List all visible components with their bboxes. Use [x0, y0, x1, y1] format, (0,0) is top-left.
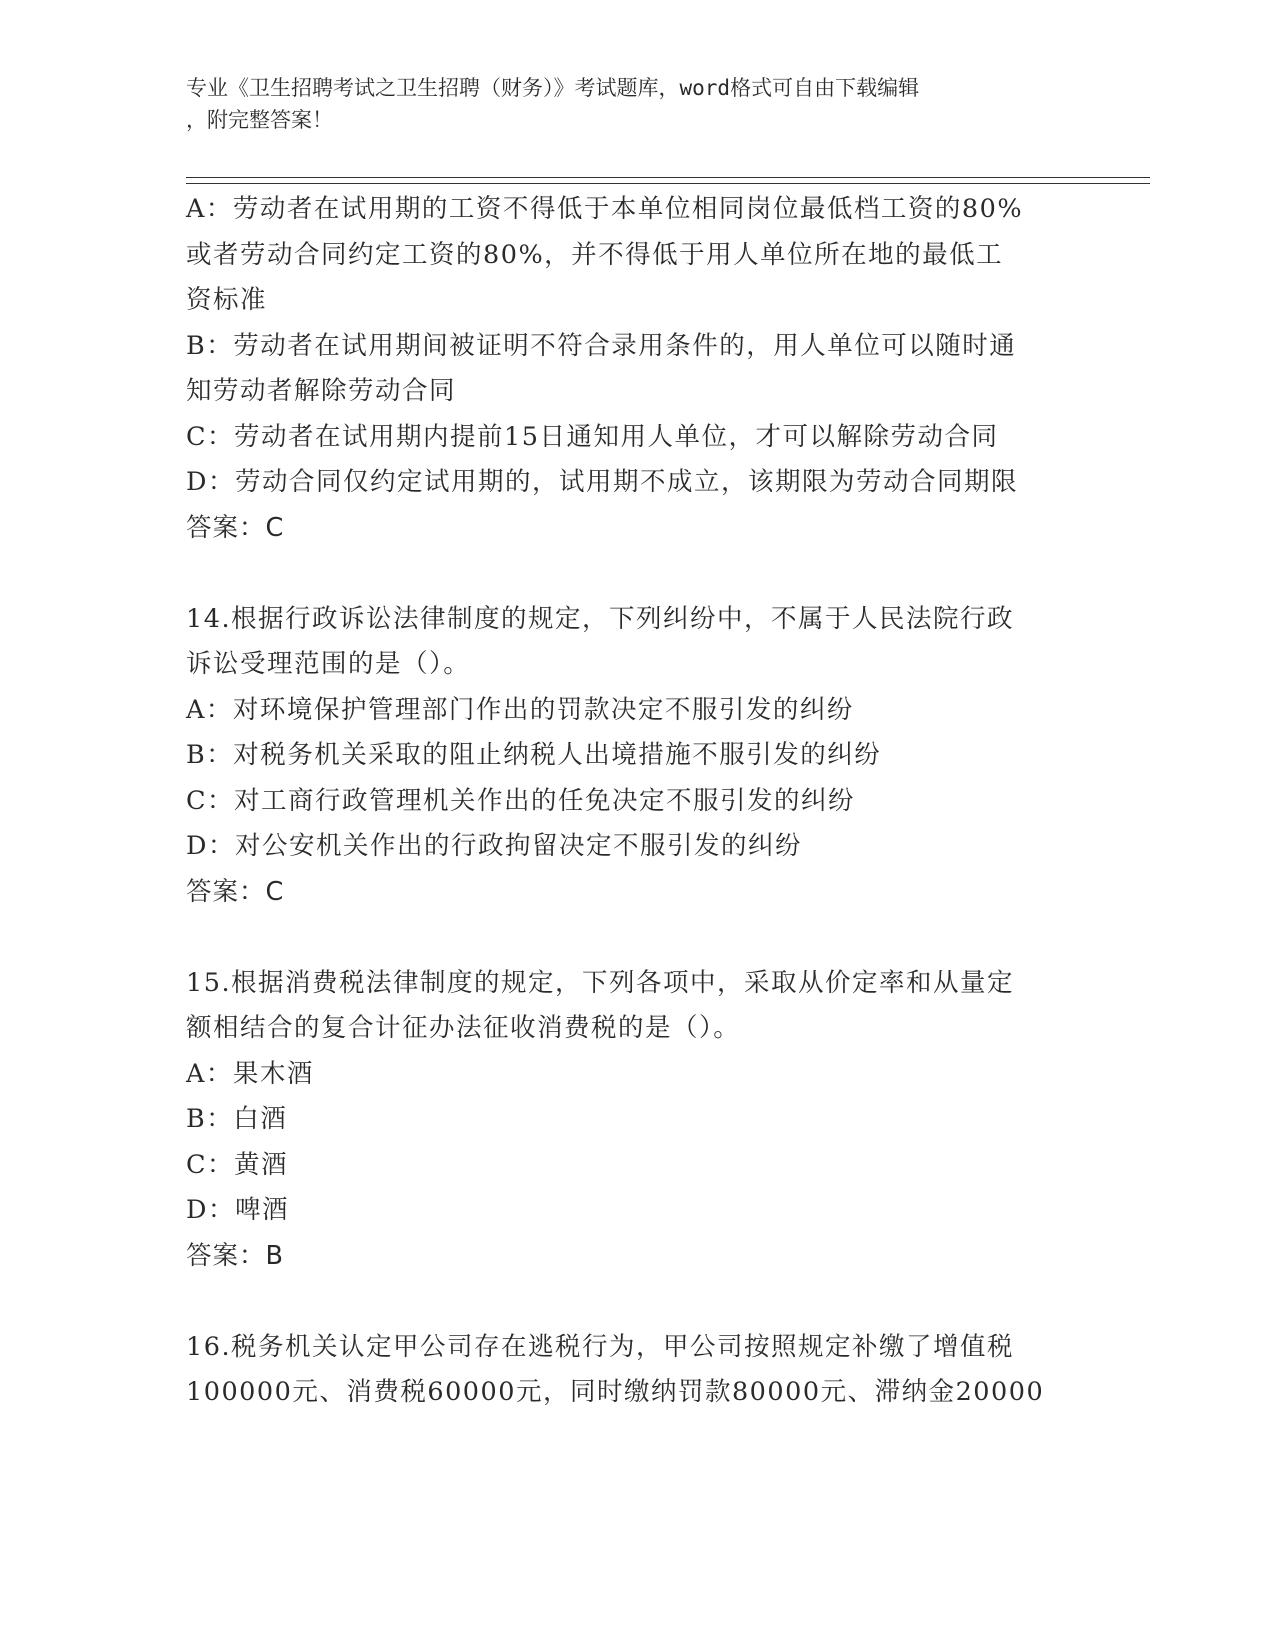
q13-option-b-line-2: 知劳动者解除劳动合同 [186, 376, 457, 406]
question-16 [186, 1325, 1086, 1416]
q13-option-d: D：劳动合同仅约定试用期的，试用期不成立，该期限为劳动合同期限 [186, 467, 1018, 497]
q14-stem-line-1: 14.根据行政诉讼法律制度的规定，下列纠纷中，不属于人民法院行政 [186, 603, 1015, 634]
q15-option-d: D：啤酒 [186, 1195, 289, 1225]
question-spacer [186, 551, 1086, 597]
q14-option-b: B：对税务机关采取的阻止纳税人出境措施不服引发的纠纷 [186, 740, 882, 770]
header-line-1: 专业《卫生招聘考试之卫生招聘（财务）》考试题库，word格式可自由下载编辑 [186, 76, 920, 100]
question-14 [186, 597, 1086, 916]
q13-option-a-line-1: A：劳动者在试用期的工资不得低于本单位相同岗位最低档工资的80% [186, 194, 1024, 224]
q13-option-a-line-2: 或者劳动合同约定工资的80%，并不得低于用人单位所在地的最低工 [186, 239, 1004, 270]
q14-option-a: A：对环境保护管理部门作出的罚款决定不服引发的纠纷 [186, 694, 854, 725]
q13-option-c: C：劳动者在试用期内提前15日通知用人单位，才可以解除劳动合同 [186, 421, 999, 452]
q15-option-a: A：果木酒 [186, 1058, 314, 1089]
q15-stem-line-2: 额相结合的复合计征办法征收消费税的是（）。 [186, 1013, 741, 1043]
q14-option-d: D：对公安机关作出的行政拘留决定不服引发的纠纷 [186, 831, 802, 861]
header-divider-top [186, 177, 1150, 178]
q13-answer: 答案：C [186, 512, 285, 543]
q15-option-b: B：白酒 [186, 1104, 288, 1134]
question-spacer [186, 1279, 1086, 1325]
q14-answer: 答案：C [186, 876, 285, 907]
question-13-options [186, 187, 1086, 551]
q14-stem-line-2: 诉讼受理范围的是（）。 [186, 649, 471, 679]
header-divider-bottom [186, 183, 1150, 184]
question-content [186, 187, 1086, 1416]
question-15 [186, 961, 1086, 1280]
q15-option-c: C：黄酒 [186, 1149, 289, 1180]
header-line-2: ，附完整答案！ [186, 108, 333, 132]
q16-stem-line-1: 16.税务机关认定甲公司存在逃税行为，甲公司按照规定补缴了增值税 [186, 1331, 1015, 1362]
q13-option-b-line-1: B：劳动者在试用期间被证明不符合录用条件的，用人单位可以随时通 [186, 330, 1017, 361]
q13-option-a-line-3: 资标准 [186, 285, 268, 315]
q14-option-c: C：对工商行政管理机关作出的任免决定不服引发的纠纷 [186, 785, 856, 816]
question-spacer [186, 915, 1086, 961]
document-header [186, 72, 1066, 136]
q16-stem-line-2: 100000元、消费税60000元，同时缴纳罚款80000元、滞纳金20000 [186, 1377, 1045, 1407]
q15-answer: 答案：B [186, 1240, 284, 1271]
q15-stem-line-1: 15.根据消费税法律制度的规定，下列各项中，采取从价定率和从量定 [186, 967, 1015, 998]
